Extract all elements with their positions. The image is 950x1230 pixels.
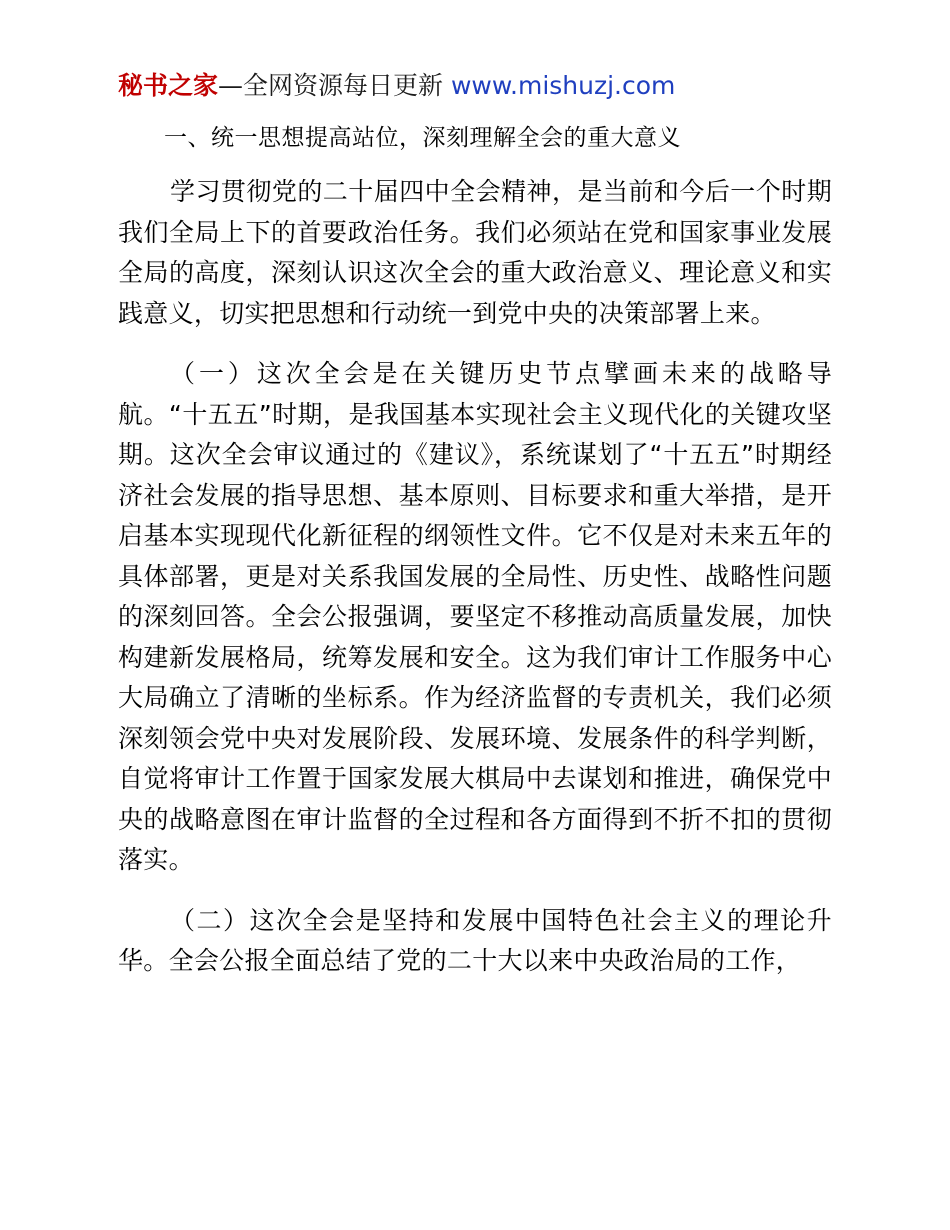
watermark-banner — [118, 70, 832, 103]
section-heading: 一、统一思想提高站位，深刻理解全会的重大意义 — [164, 124, 681, 151]
watermark-brand: 秘书之家 — [118, 71, 219, 100]
paragraph-1: 学习贯彻党的二十届四中全会精神，是当前和今后一个时期我们全局上下的首要政治任务。我们必须站在党和国家事业发展全局的高度，深刻认识这次全会的重大政治意义、理论意义和实践意义，切实把思想和行动统一到党中央的决策部署上来。 — [118, 177, 832, 328]
paragraph-2: （一）这次全会是在关键历史节点擘画未来的战略导航。“十五五”时期，是我国基本实现社会主义现代化的关键攻坚期。这次全会审议通过的《建议》，系统谋划了“十五五”时期经济社会发展的指导思想、基本原则、目标要求和重大举措，是开启基本实现现代化新征程的纲领性文件。它不仅是对未来五年的具体部署，更是对关系我国发展的全局性、历史性、战略性问题的深刻回答。全会公报强调，要坚定不移推动高质量发展，加快构建新发展格局，统筹发展和安全。这为我们审计工作服务中心大局确立了清晰的坐标系。作为经济监督的专责机关，我们必须深刻领会党中央对发展阶段、发展环境、发展条件的科学判断，自觉将审计工作置于国家发展大棋局中去谋划和推进，确保党中央的战略意图在审计监督的全过程和各方面得到不折不扣的贯彻落实。 — [118, 359, 832, 875]
watermark-url[interactable]: www.mishuzj.com — [450, 71, 676, 100]
paragraph-3: （二）这次全会是坚持和发展中国特色社会主义的理论升华。全会公报全面总结了党的二十大以来中央政治局的工作， — [118, 905, 832, 976]
watermark-tagline: —全网资源每日更新 — [218, 71, 451, 100]
